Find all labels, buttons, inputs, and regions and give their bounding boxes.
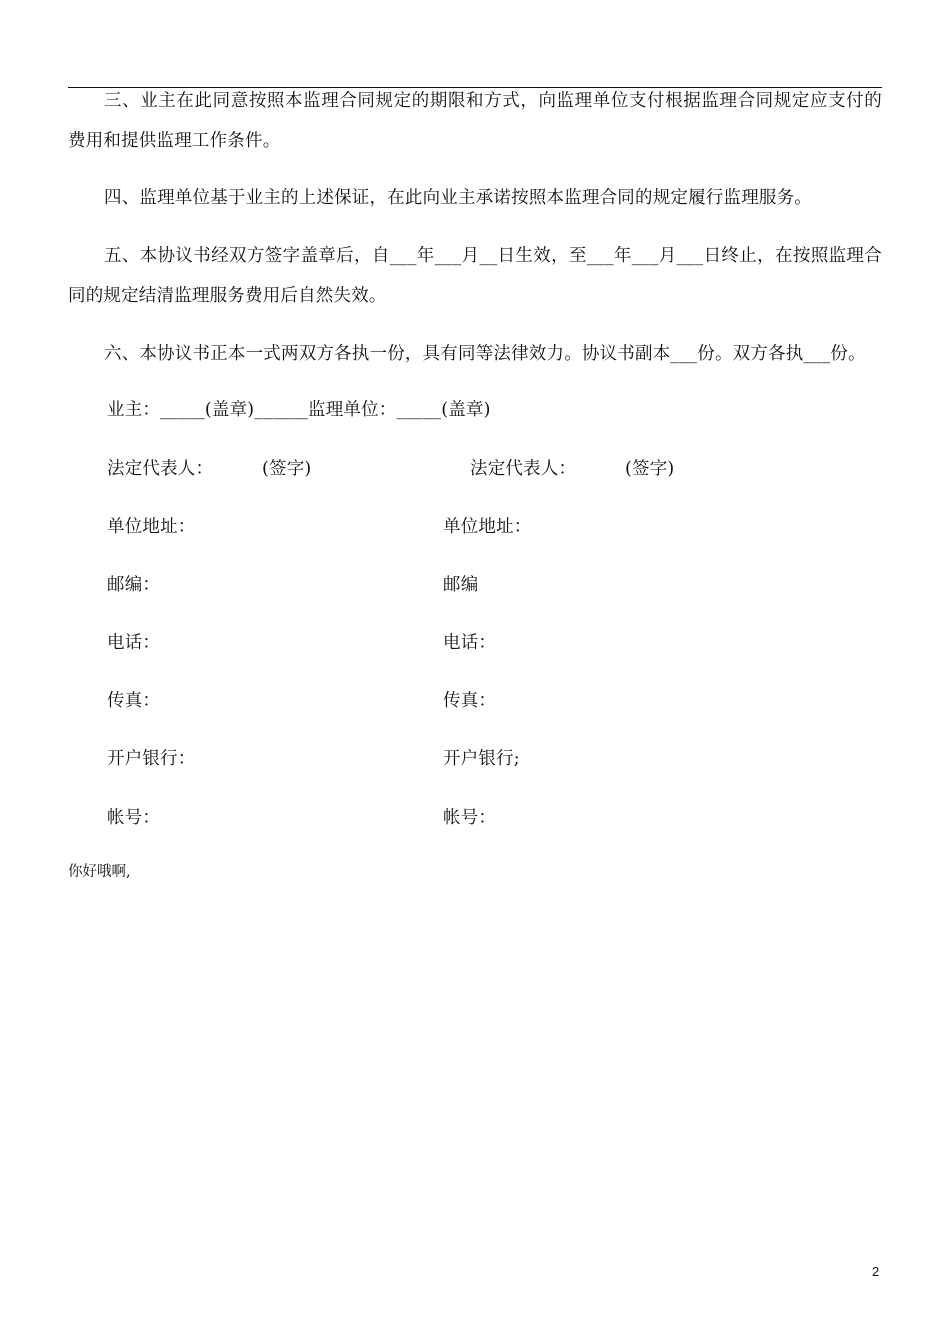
paragraph-payment-obligation: 三、业主在此同意按照本监理合同规定的期限和方式，向监理单位支付根据监理合同规定应支付的费用和提供监理工作条件。 [68, 91, 882, 151]
greeting-text: 你好哦啊, [68, 864, 131, 880]
left-representative-label: 法定代表人： [107, 459, 214, 479]
page-number: 2 [872, 1264, 880, 1279]
right-sign-hint: (签字) [625, 459, 675, 479]
left-postcode-label: 邮编： [107, 575, 161, 595]
left-account-label: 帐号： [107, 808, 161, 828]
paragraph-service-commitment: 四、监理单位基于业主的上述保证，在此向业主承诺按照本监理合同的规定履行监理服务。 [104, 188, 812, 208]
right-fax-label: 传真： [443, 691, 497, 711]
left-sign-hint: (签字) [262, 459, 312, 479]
right-address-label: 单位地址： [443, 517, 532, 537]
signature-line: 业主：_____(盖章)______监理单位：_____(盖章) [107, 400, 491, 420]
left-bank-label: 开户银行： [107, 749, 196, 769]
right-phone-label: 电话： [443, 633, 497, 653]
paragraph-copies: 六、本协议书正本一式两双方各执一份，具有同等法律效力。协议书副本___份。双方各执___份。 [104, 344, 866, 364]
right-postcode-label: 邮编 [443, 575, 479, 595]
left-phone-label: 电话： [107, 633, 161, 653]
paragraph-effective-term: 五、本协议书经双方签字盖章后，自___年___月__日生效，至___年___月___日终止，在按照监理合同的规定结清监理服务费用后自然失效。 [68, 246, 882, 306]
right-bank-label: 开户银行; [443, 749, 520, 769]
left-fax-label: 传真： [107, 691, 161, 711]
right-representative-label: 法定代表人： [470, 459, 577, 479]
left-address-label: 单位地址： [107, 517, 196, 537]
right-account-label: 帐号： [443, 808, 497, 828]
